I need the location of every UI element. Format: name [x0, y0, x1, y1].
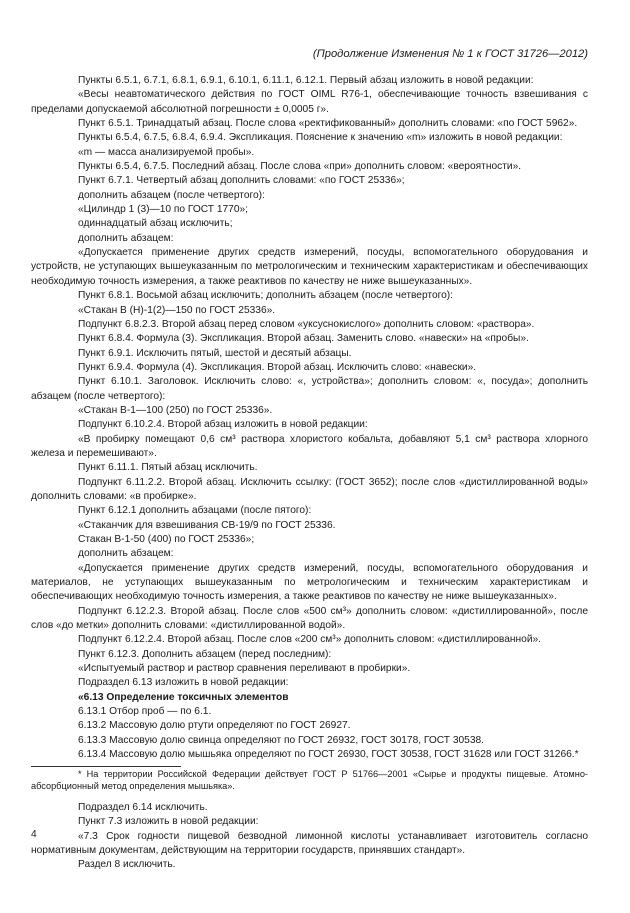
paragraph: «Весы неавтоматического действия по ГОСТ OIML R76-1, обеспечивающие точность взвешивания с пределами допускаемой абсолютной погрешности ± 0,0005 г».	[31, 89, 588, 115]
footnote: * На территории Российской Федерации действует ГОСТ Р 51766—2001 «Сырье и продукты пищевые. Атомно-абсорбционный метод определения мышьяка».	[31, 768, 588, 792]
footnote-rule	[31, 766, 181, 767]
paragraph: Пункт 6.9.4. Формула (4). Экспликация. Второй абзац. Исключить слово: «навески».	[78, 361, 477, 373]
paragraph: Пункт 6.5.1. Тринадцатый абзац. После слова «ректификованный» дополнить словами: «по ГОСТ 5962».	[78, 118, 578, 130]
paragraph: Пункт 6.8.1. Восьмой абзац исключить; дополнить абзацем (после четвертого):	[78, 290, 453, 302]
paragraph: Пункты 6.5.4, 6.7.5. Последний абзац. После слова «при» дополнить словом: «вероятности».	[78, 161, 522, 173]
paragraph: одиннадцатый абзац исключить;	[78, 218, 233, 230]
paragraph: дополнить абзацем:	[78, 548, 174, 560]
page-number: 4	[31, 829, 37, 840]
paragraph: «m — масса анализируемой пробы».	[78, 146, 255, 158]
paragraph: «Стакан В-1—100 (250) по ГОСТ 25336».	[78, 404, 273, 416]
paragraph: Стакан В-1-50 (400) по ГОСТ 25336»;	[78, 534, 255, 545]
amendment-paragraphs	[31, 74, 588, 763]
paragraph: «Цилиндр 1 (3)—10 по ГОСТ 1770»;	[78, 204, 249, 216]
paragraph: Пункты 6.5.4, 6.7.5, 6.8.4, 6.9.4. Экспликация. Пояснение к значению «m» изложить в новой редакции:	[78, 132, 563, 144]
paragraph: Пункт 6.8.4. Формула (3). Экспликация. Второй абзац. Заменить слово. «навески» на «пробы».	[78, 333, 529, 345]
paragraph: Пункт 6.10.1. Заголовок. Исключить слово: «, устройства»; дополнить словом: «, посуда»; дополнить абзацем (после четвертого):	[31, 376, 588, 402]
paragraph: Подраздел 6.14 исключить.	[78, 802, 208, 814]
paragraph: Подраздел 6.13 изложить в новой редакции:	[78, 677, 289, 689]
paragraph: «Испытуемый раствор и раствор сравнения переливают в пробирки».	[78, 663, 411, 675]
paragraph: «Стакан В (Н)-1(2)—150 по ГОСТ 25336».	[78, 304, 276, 316]
paragraph: «Стаканчик для взвешивания СВ-19/9 по ГОСТ 25336.	[78, 519, 336, 531]
paragraph: Пункт 6.11.1. Пятый абзац исключить.	[78, 462, 258, 474]
paragraph: «В пробирку помещают 0,6 см³ раствора хлористого кобальта, добавляют 5,1 см³ раствора хлорного железа и перемешивают».	[31, 433, 588, 459]
paragraph: 6.13.3 Массовую долю свинца определяют по ГОСТ 26932, ГОСТ 30178, ГОСТ 30538.	[78, 734, 485, 746]
paragraph: «Допускается применение других средств измерений, посуды, вспомогательного оборудования и материалов, не уступающих вышеуказанным по метрологическим и техническим характеристикам и обеспечивающих необходимую точность измерения, а также реактивов по качеству не ниже вышеуказанных».	[31, 562, 588, 603]
paragraph: Подпункт 6.12.2.4. Второй абзац. После слов «200 см³» дополнить словом: «дистиллированной».	[78, 634, 542, 646]
paragraph: 6.13.4 Массовую долю мышьяка определяют по ГОСТ 26930, ГОСТ 30538, ГОСТ 31628 или ГОСТ 31266.*	[78, 749, 579, 761]
paragraph: Подпункт 6.12.2.3. Второй абзац. После слов «500 см³» дополнить словом: «дистиллированной», после слов «до метки» дополнить словами: «дистиллированной водой».	[31, 605, 588, 632]
paragraph: Подпункт 6.8.2.3. Второй абзац перед словом «уксуснокислого» дополнить словом: «раствора».	[78, 318, 535, 330]
paragraph: Пункты 6.5.1, 6.7.1, 6.8.1, 6.9.1, 6.10.1, 6.11.1, 6.12.1. Первый абзац изложить в новой редакции:	[78, 75, 534, 86]
paragraph: «Допускается применение других средств измерений, посуды, вспомогательного оборудования и устройств, не уступающих вышеуказанным по метрологическим и техническим характеристикам и обеспечивающих необходимую точность измерения, а также реактивов по качеству не ниже вышеуказанных».	[31, 247, 588, 287]
paragraph: Пункт 7.3 изложить в новой редакции:	[78, 816, 259, 828]
paragraph: Пункт 6.12.3. Дополнить абзацем (перед последним):	[78, 648, 332, 660]
paragraph: Пункт 6.7.1. Четвертый абзац дополнить словами: «по ГОСТ 25336»;	[78, 175, 405, 187]
page-header: (Продолжение Изменения № 1 к ГОСТ 31726—2012)	[312, 48, 588, 60]
paragraph: Пункт 6.12.1 дополнить абзацами (после пятого):	[78, 505, 312, 517]
document-body	[31, 74, 588, 873]
paragraph: 6.13.1 Отбор проб — по 6.1.	[78, 706, 212, 718]
paragraph: Подпункт 6.11.2.2. Второй абзац. Исключить ссылку: (ГОСТ 3652); после слов «дистиллированной воды» дополнить словами: «в пробирке».	[31, 476, 588, 502]
paragraph: Раздел 8 исключить.	[78, 859, 176, 871]
paragraph: «7.3 Срок годности пищевой безводной лимонной кислоты устанавливает изготовитель согласно нормативным документам, действующим на территории государств, принявших стандарт».	[31, 830, 588, 857]
paragraph: Подпункт 6.10.2.4. Второй абзац изложить в новой редакции:	[78, 419, 368, 431]
paragraph: Пункт 6.9.1. Исключить пятый, шестой и десятый абзацы.	[78, 347, 352, 359]
paragraph: дополнить абзацем (после четвертого):	[78, 189, 265, 201]
paragraph: 6.13.2 Массовую долю ртути определяют по ГОСТ 26927.	[78, 720, 351, 732]
paragraph: «6.13 Определение токсичных элементов	[78, 691, 289, 703]
closing-paragraphs	[31, 801, 588, 873]
paragraph: дополнить абзацем:	[78, 232, 174, 244]
